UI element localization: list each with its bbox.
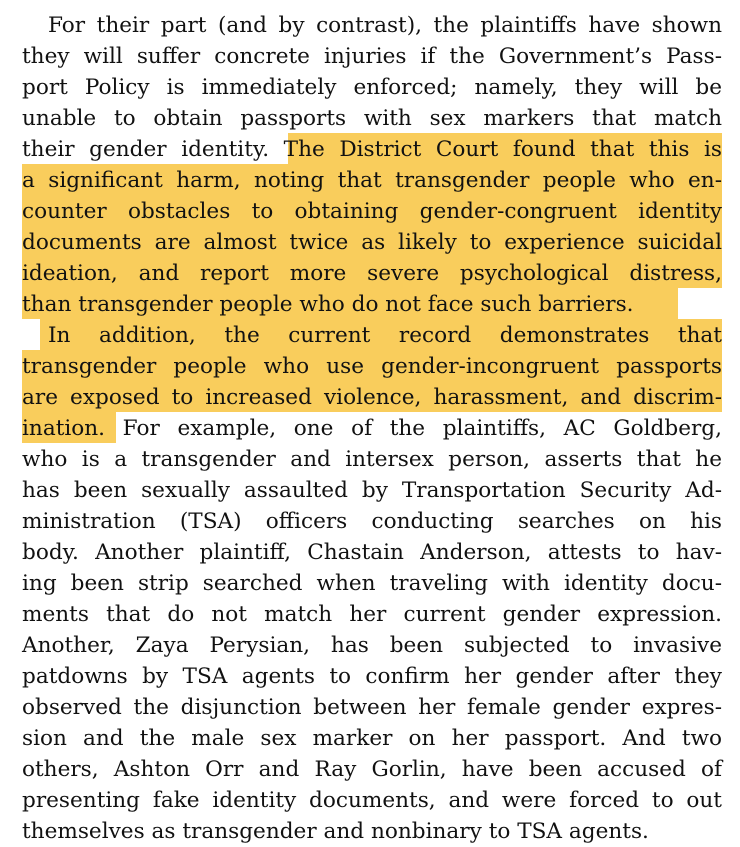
text-line bbox=[22, 630, 722, 661]
text-line bbox=[22, 289, 722, 320]
text-segment: presenting fake identity documents, and were forced to out bbox=[22, 788, 722, 813]
highlighted-text: ination. bbox=[22, 416, 106, 441]
text-segment: port Policy is immediately enforced; namely, they will be bbox=[22, 75, 722, 100]
text-segment: sion and the male sex marker on her passport. And two bbox=[22, 726, 722, 751]
highlighted-text: a significant harm, noting that transgender people who en- bbox=[22, 168, 722, 193]
highlighted-text: are exposed to increased violence, harassment, and discrim- bbox=[22, 385, 722, 410]
text-line bbox=[22, 723, 722, 754]
text-segment: For their part (and by contrast), the plaintiffs have shown bbox=[48, 13, 722, 38]
text-line bbox=[22, 134, 722, 165]
text-line bbox=[22, 382, 722, 413]
text-line bbox=[22, 754, 722, 785]
text-line bbox=[22, 785, 722, 816]
text-line bbox=[22, 475, 722, 506]
text-segment: body. Another plaintiff, Chastain Anderson, attests to hav- bbox=[22, 540, 722, 565]
text-segment: has been sexually assaulted by Transportation Security Ad- bbox=[22, 478, 722, 503]
text-line bbox=[22, 227, 722, 258]
text-segment: For example, one of the plaintiffs, AC Goldberg, bbox=[105, 416, 722, 441]
text-line bbox=[22, 413, 722, 444]
text-line bbox=[48, 10, 722, 41]
text-segment: unable to obtain passports with sex markers that match bbox=[22, 106, 722, 131]
text-line bbox=[22, 692, 722, 723]
text-line bbox=[22, 568, 722, 599]
highlighted-text: than transgender people who do not face such barriers. bbox=[22, 292, 634, 317]
highlighted-text: The District Court found that this is bbox=[269, 137, 722, 162]
text-line bbox=[22, 103, 722, 134]
text-segment: others, Ashton Orr and Ray Gorlin, have been accused of bbox=[22, 757, 722, 782]
text-segment: themselves as transgender and nonbinary to TSA agents. bbox=[22, 819, 649, 844]
text-segment: they will suffer concrete injuries if the Government’s Pass- bbox=[22, 44, 722, 69]
highlighted-text: counter obstacles to obtaining gender-congruent identity bbox=[22, 199, 722, 224]
text-segment: Another, Zaya Perysian, has been subjected to invasive bbox=[22, 633, 722, 658]
text-line bbox=[22, 444, 722, 475]
text-line bbox=[22, 599, 722, 630]
text-segment: ministration (TSA) officers conducting searches on his bbox=[22, 509, 722, 534]
text-segment: ments that do not match her current gender expression. bbox=[22, 602, 722, 627]
text-line bbox=[22, 72, 722, 103]
text-line bbox=[22, 258, 722, 289]
text-segment: patdowns by TSA agents to confirm her gender after they bbox=[22, 664, 722, 689]
text-segment: ing been strip searched when traveling with identity docu- bbox=[22, 571, 722, 596]
text-segment: observed the disjunction between her female gender expres- bbox=[22, 695, 722, 720]
text-line bbox=[22, 165, 722, 196]
highlighted-text: transgender people who use gender-incongruent passports bbox=[22, 354, 722, 379]
text-line bbox=[22, 661, 722, 692]
text-line bbox=[48, 320, 722, 351]
text-segment: their gender identity. bbox=[22, 137, 270, 162]
text-line bbox=[22, 41, 722, 72]
text-line bbox=[22, 196, 722, 227]
text-line bbox=[22, 816, 722, 847]
text-line bbox=[22, 351, 722, 382]
text-line bbox=[22, 506, 722, 537]
highlighted-text: In addition, the current record demonstrates that bbox=[48, 323, 722, 348]
highlighted-text: ideation, and report more severe psychological distress, bbox=[22, 261, 722, 286]
highlighted-text: documents are almost twice as likely to experience suicidal bbox=[22, 230, 722, 255]
text-line bbox=[22, 537, 722, 568]
text-segment: who is a transgender and intersex person, asserts that he bbox=[22, 447, 722, 472]
